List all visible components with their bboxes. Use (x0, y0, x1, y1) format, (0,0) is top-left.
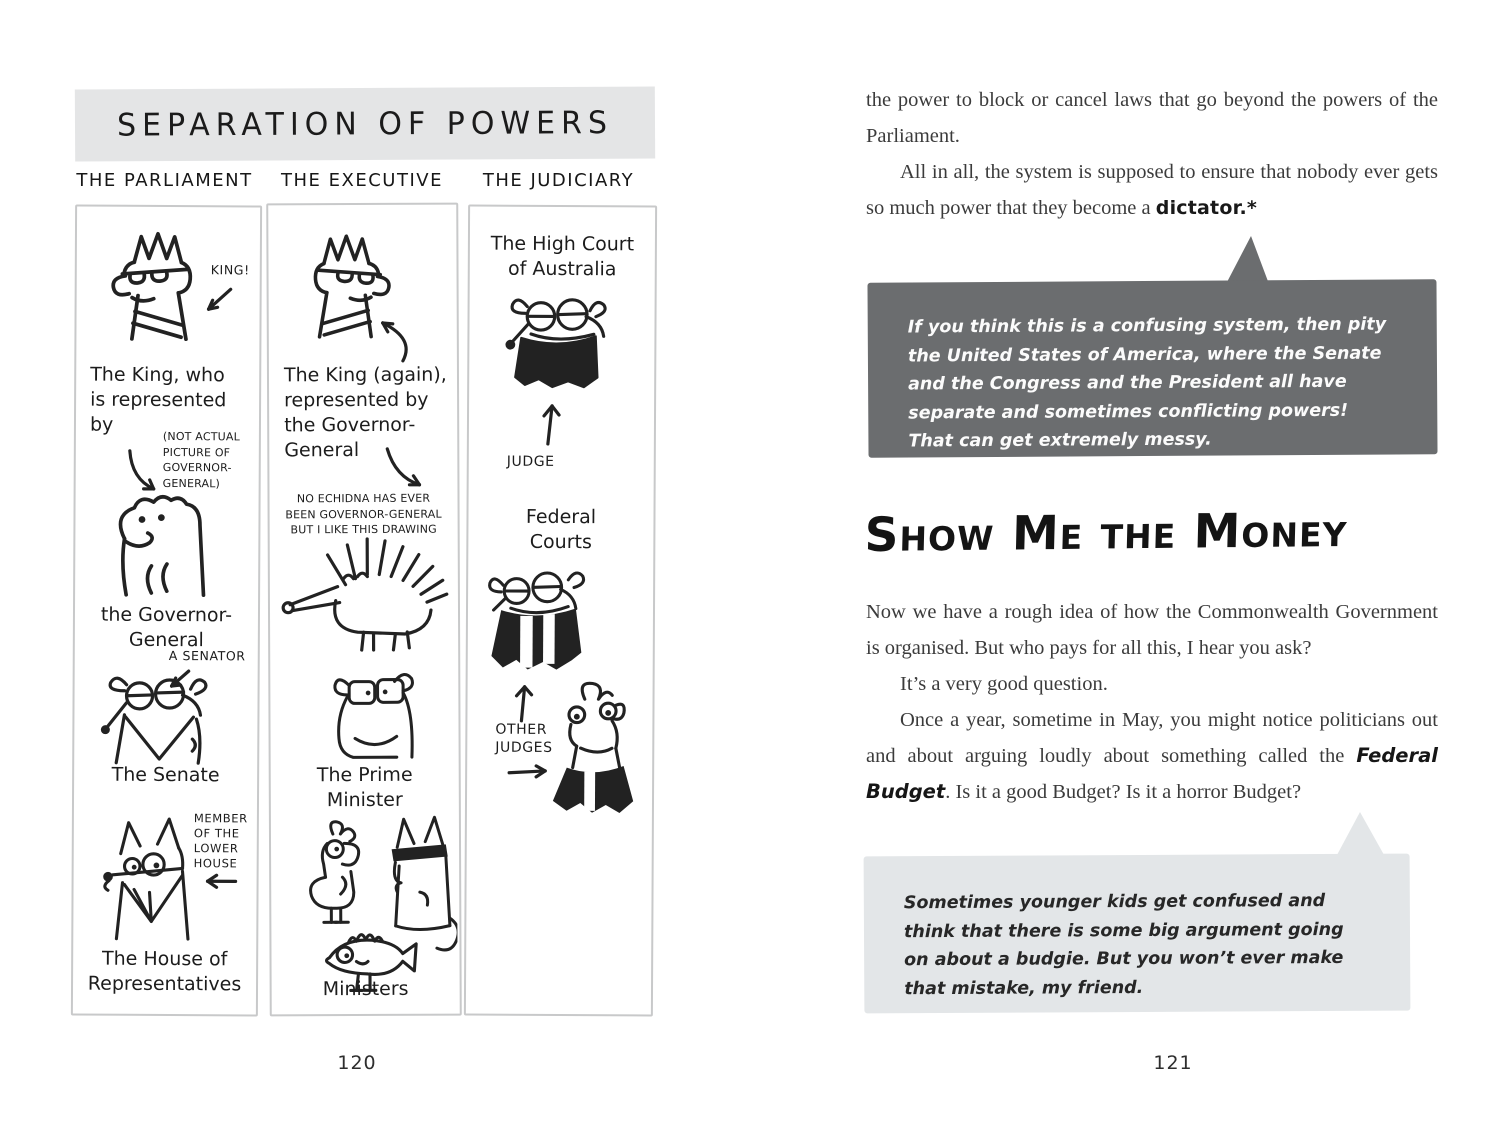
speech-bubble-us (867, 279, 1437, 457)
column-header-judiciary: THE JUDICIARY (482, 170, 635, 191)
judge-label: JUDGE (506, 453, 555, 470)
paragraph-good-question: It’s a very good question. (900, 673, 1108, 695)
governor-general-caption: the Governor- General (100, 603, 233, 652)
speech-bubble-us-tail (1225, 236, 1275, 284)
other-judges-arrow-right-icon (505, 763, 551, 781)
prime-minister-doodle (322, 657, 422, 763)
chicken-minister-doodle (299, 817, 379, 925)
house-caption: The House of Representatives (87, 947, 242, 996)
senator-label: A SENATOR (168, 648, 246, 664)
section-heading-show-me-the-money: Show Me the Money (864, 502, 1349, 563)
intro-paragraphs (866, 82, 1438, 226)
king-again-caption: The King (again), represented by the Governor- General (283, 363, 447, 462)
paragraph-dictator: All in all, the system is supposed to ensure that nobody ever gets so much power that they become a dictator.* (866, 161, 1438, 219)
governor-general-arrow-icon (381, 443, 429, 493)
speech-bubble-us-text: If you think this is a confusing system, then pity the United States of America, where the Senate and the Congress and the President all have separate and sometimes conflicting powers! That can get extremely messy. (907, 314, 1387, 452)
speech-bubble-budgie-tail (1332, 812, 1388, 858)
federal-court-judge-doodle (484, 559, 595, 680)
senate-caption: The Senate (111, 763, 220, 787)
high-court-judge-doodle (495, 289, 629, 396)
ministers-caption: Ministers (322, 977, 409, 1001)
judiciary-column (464, 205, 657, 1017)
paragraph-federal-budget: Once a year, sometime in May, you might notice politicians out and about arguing loudly about something called the Federal Budget. Is it a good Budget? Is it a horror Budget? (866, 709, 1438, 803)
other-judges-arrow-up-icon (511, 681, 535, 723)
lower-house-label: MEMBER OF THE LOWER HOUSE (193, 811, 248, 871)
page-right (750, 0, 1500, 1147)
parliament-column (71, 205, 262, 1017)
other-judges-label: OTHER JUDGES (495, 721, 553, 757)
page-number-right: 121 (1153, 1052, 1193, 1074)
page-number-left: 120 (337, 1052, 377, 1074)
column-header-executive: THE EXECUTIVE (281, 170, 443, 191)
echidna-note: NO ECHIDNA HAS EVER BEEN GOVERNOR-GENERAL BUT I LIKE THIS DRAWING (285, 491, 442, 537)
king-again-arrow-icon (365, 317, 411, 365)
paragraph-commonwealth: Now we have a rough idea of how the Commonwealth Government is organised. But who pays for all this, I hear you ask? (866, 601, 1438, 659)
king-caption: The King, who is represented by (89, 363, 227, 436)
echidna-doodle (278, 531, 453, 656)
judge-arrow-icon (537, 400, 563, 446)
governor-general-note: (NOT ACTUAL PICTURE OF GOVERNOR- GENERAL) (162, 429, 240, 491)
speech-bubble-budgie (864, 854, 1411, 1014)
diagram-title-banner (75, 86, 655, 161)
high-court-heading: The High Court of Australia (490, 232, 635, 281)
federal-courts-heading: Federal Courts (525, 505, 597, 554)
dictator-bold: dictator.* (1155, 197, 1257, 219)
king-arrow-icon (201, 285, 235, 315)
governor-general-doodle (99, 475, 216, 600)
speech-bubble-budgie-text: Sometimes younger kids get confused and think that there is some big argument going on about a budgie. But you won’t ever make that mistake, my friend. (903, 891, 1344, 999)
budget-paragraphs (866, 594, 1438, 810)
other-judge-doodle (547, 677, 644, 818)
federal-budget-bold: Federal Budget (866, 744, 1438, 803)
paragraph-continued: the power to block or cancel laws that go beyond the powers of the Parliament. (866, 89, 1438, 147)
king-label: KING! (210, 262, 250, 278)
executive-column (266, 203, 462, 1017)
prime-minister-caption: The Prime Minister (316, 763, 413, 812)
column-header-parliament: THE PARLIAMENT (76, 170, 253, 191)
house-member-doodle (91, 813, 208, 945)
senator-doodle (92, 665, 228, 771)
diagram-title: SEPARATION OF POWERS (116, 104, 614, 144)
